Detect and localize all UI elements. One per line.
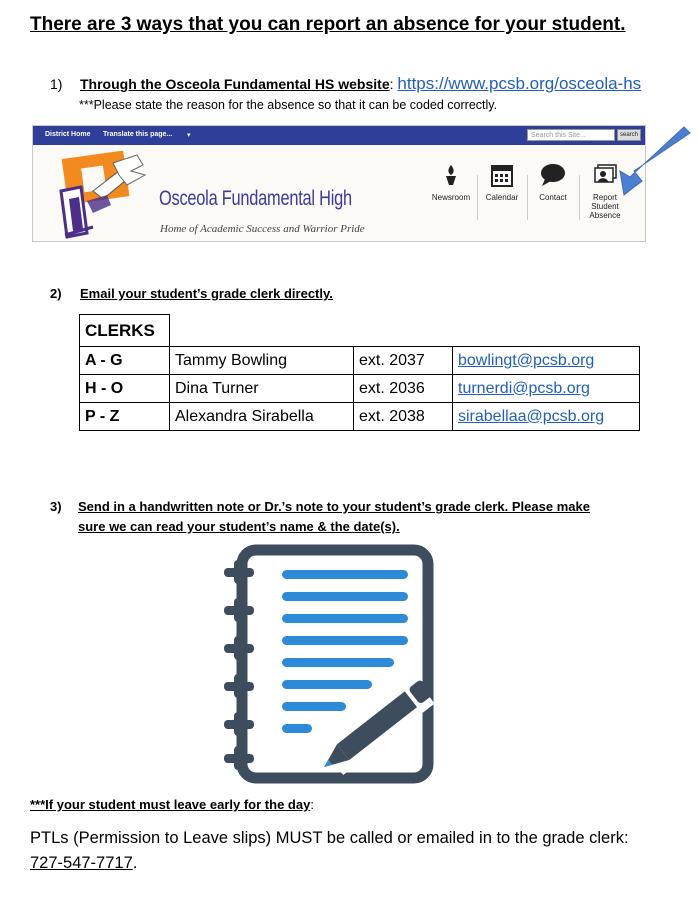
nav-divider [477, 175, 478, 220]
table-row [80, 347, 640, 375]
nav-report-label-2: Student [591, 202, 619, 211]
ptl-period: . [132, 854, 138, 872]
clerk-name: Tammy Bowling [170, 347, 354, 375]
clerk-range: A - G [80, 347, 170, 375]
step-2-label: Email your student’s grade clerk directly. [80, 286, 333, 301]
step-1-label: Through the Osceola Fundamental HS website [80, 76, 390, 92]
ptl-phone-line [30, 854, 137, 873]
clerks-header: CLERKS [80, 315, 170, 347]
notepad-pencil-icon [224, 544, 454, 784]
school-tagline: Home of Academic Success and Warrior Pride [160, 223, 365, 235]
clerk-name: Alexandra Sirabella [170, 403, 354, 431]
clerk-range: H - O [80, 375, 170, 403]
school-name[interactable]: Osceola Fundamental High [159, 187, 352, 210]
nav-contact-label: Contact [539, 193, 567, 202]
district-home-link[interactable]: District Home [45, 131, 91, 138]
clerk-email-link[interactable]: bowlingt@pcsb.org [453, 347, 640, 375]
clerk-range: P - Z [80, 403, 170, 431]
website-header [33, 145, 645, 241]
step-1-number: 1) [50, 76, 63, 92]
clerk-email-link[interactable]: sirabellaa@pcsb.org [453, 403, 640, 431]
leave-early-label: ***If your student must leave early for the day [30, 797, 311, 812]
table-row [80, 403, 640, 431]
nav-divider [527, 175, 528, 220]
empty-cell [453, 315, 640, 347]
nav-contact[interactable] [531, 163, 575, 202]
leave-early-colon: : [310, 797, 314, 812]
nav-calendar-label: Calendar [485, 193, 519, 202]
site-search-input[interactable]: Search this Site... [527, 129, 615, 141]
grade-clerk-phone[interactable]: 727-547-7717 [30, 854, 133, 872]
pointer-arrow-icon [590, 125, 698, 207]
step-3-number: 3) [50, 499, 62, 514]
clerk-ext: ext. 2036 [354, 375, 453, 403]
site-search-button[interactable]: search [617, 129, 641, 141]
page-title: There are 3 ways that you can report an absence for your student. [30, 14, 626, 35]
chevron-down-icon[interactable]: ▾ [187, 132, 191, 139]
step-1-colon: : [389, 76, 394, 92]
nav-newsroom[interactable] [429, 163, 473, 202]
clerk-ext: ext. 2038 [354, 403, 453, 431]
empty-cell [170, 315, 354, 347]
step-2-number: 2) [50, 286, 62, 301]
clerk-ext: ext. 2037 [354, 347, 453, 375]
clerks-table [79, 314, 640, 431]
step-3 [50, 497, 590, 537]
website-screenshot [32, 125, 646, 242]
step-2 [50, 286, 333, 301]
school-logo-icon [53, 151, 153, 241]
website-topbar [33, 126, 645, 145]
nav-divider [579, 175, 580, 220]
ptl-text: PTLs (Permission to Leave slips) MUST be called or emailed in to the grade clerk: [30, 829, 629, 847]
nav-calendar[interactable] [481, 163, 523, 202]
website-link[interactable]: https://www.pcsb.org/osceola-hs [397, 74, 642, 93]
calendar-icon [491, 163, 513, 187]
torch-icon [444, 163, 458, 187]
nav-newsroom-label: Newsroom [431, 193, 471, 202]
nav-report-label-1: Report [592, 193, 617, 202]
empty-cell [354, 315, 453, 347]
chat-bubble-icon [539, 163, 567, 187]
nav-report-label-3: Absence [589, 211, 621, 220]
step-3-line1: Send in a handwritten note or Dr.’s note to your student’s grade clerk. Please make [78, 499, 590, 514]
table-header-row [80, 315, 640, 347]
table-row [80, 375, 640, 403]
clerk-email-link[interactable]: turnerdi@pcsb.org [453, 375, 640, 403]
step-3-line2: sure we can read your student’s name & the date(s). [78, 519, 400, 534]
translate-link[interactable]: Translate this page... [103, 131, 173, 138]
leave-early-heading [30, 797, 314, 812]
clerk-name: Dina Turner [170, 375, 354, 403]
step-1-note: ***Please state the reason for the absence so that it can be coded correctly. [79, 98, 498, 112]
step-1 [50, 74, 641, 94]
